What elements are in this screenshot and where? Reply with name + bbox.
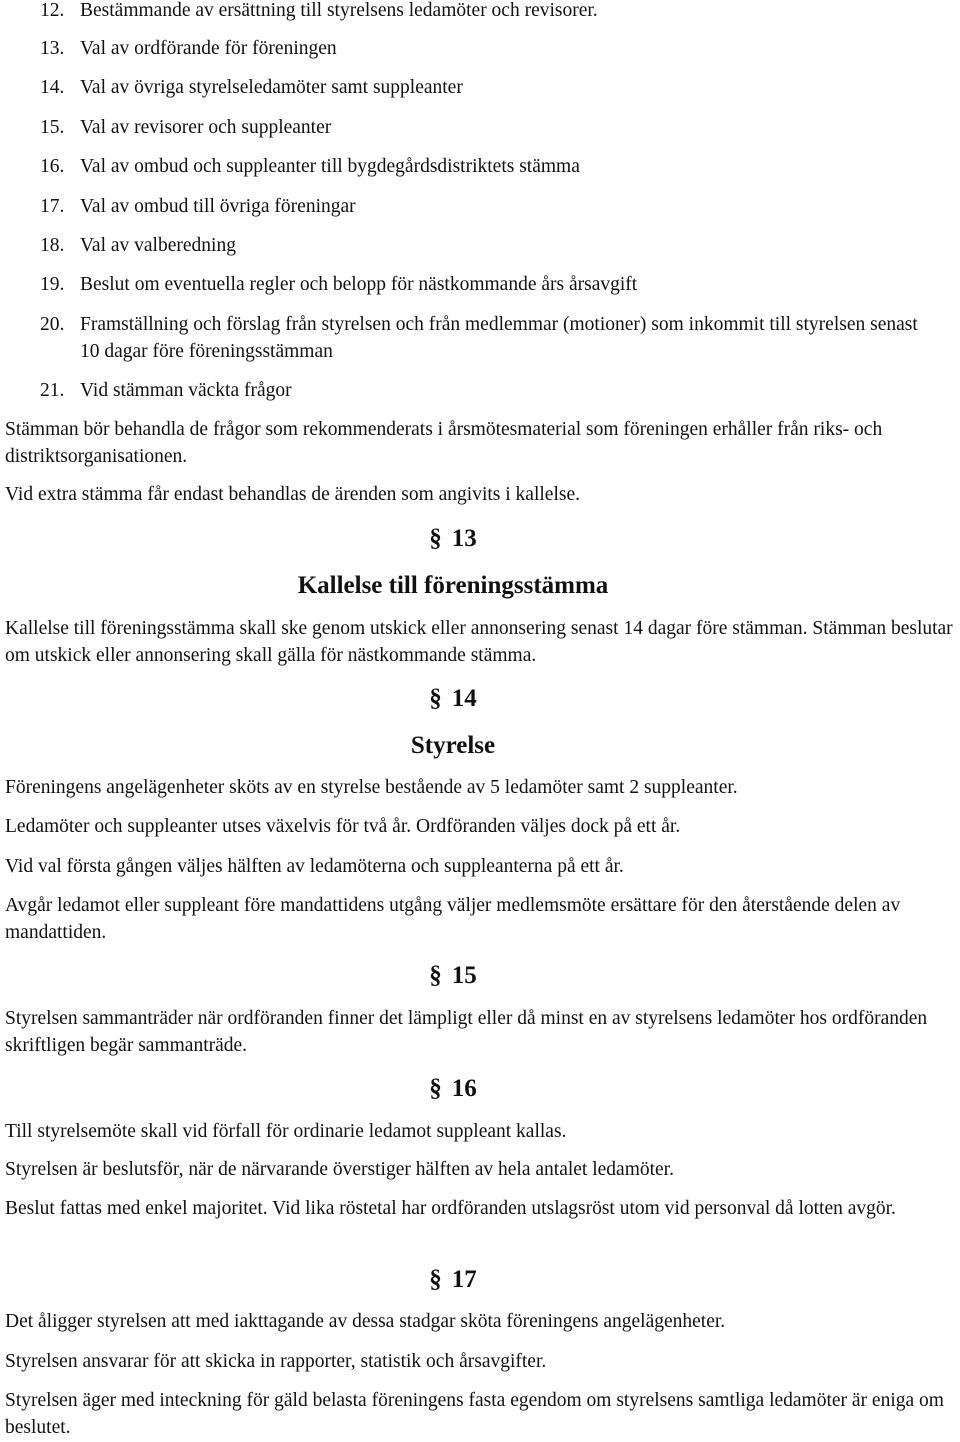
- paragraph: Till styrelsemöte skall vid förfall för ordinarie ledamot suppleant kallas.: [5, 1121, 567, 1142]
- paragraph: Styrelsen ansvarar för att skicka in rapporter, statistik och årsavgifter.: [5, 1351, 547, 1372]
- section-sign: §: [429, 1266, 442, 1293]
- list-number: 16.: [40, 156, 65, 177]
- paragraph: Styrelsen äger med inteckning för gäld belasta föreningens fasta egendom om styrelsens samtliga ledamöter är eniga om beslutet.: [5, 1390, 944, 1438]
- section-heading: [0, 524, 933, 554]
- list-number: 20.: [40, 314, 65, 335]
- paragraph: Kallelse till föreningsstämma skall ske genom utskick eller annonsering senast 14 dagar före stämman. Stämman beslutar om utskick eller annonsering skall gälla för nästkommande stämma.: [5, 618, 953, 666]
- list-item: [40, 74, 940, 101]
- list-text: Val av valberedning: [80, 235, 236, 256]
- section-number: 17: [451, 1266, 477, 1293]
- section-heading: [0, 961, 933, 991]
- list-number: 21.: [40, 380, 65, 401]
- section-title: Kallelse till föreningsstämma: [297, 572, 609, 599]
- paragraph: Styrelsen är beslutsför, när de närvarande överstiger hälften av hela antalet ledamöter.: [5, 1159, 674, 1180]
- list-item: [40, 193, 940, 220]
- list-text: Val av ombud till övriga föreningar: [80, 196, 356, 217]
- list-number: 18.: [40, 235, 65, 256]
- list-number: 17.: [40, 196, 65, 217]
- list-number: 15.: [40, 117, 65, 138]
- list-item: [40, 114, 940, 141]
- list-item: [40, 271, 940, 298]
- section-sign: §: [429, 685, 442, 712]
- paragraph: Beslut fattas med enkel majoritet. Vid lika röstetal har ordföranden utslagsröst utom vid personval då lotten avgör.: [5, 1198, 896, 1219]
- list-number: 13.: [40, 38, 65, 59]
- paragraph: Det åligger styrelsen att med iakttagande av dessa stadgar sköta föreningens angelägenheter.: [5, 1311, 726, 1332]
- list-item: [40, 311, 940, 365]
- list-text: Val av ombud och suppleanter till bygdegårdsdistriktets stämma: [80, 156, 580, 177]
- section-heading: [0, 1074, 933, 1104]
- list-number: 19.: [40, 274, 65, 295]
- paragraph: Styrelsen sammanträder när ordföranden finner det lämpligt eller då minst en av styrelsens ledamöter hos ordföranden skriftligen begär sammanträde.: [5, 1008, 928, 1056]
- section-number: 16: [451, 1075, 477, 1102]
- paragraph: Vid val första gången väljes hälften av ledamöterna och suppleanterna på ett år.: [5, 856, 624, 877]
- list-number: 14.: [40, 77, 65, 98]
- list-item: [40, 377, 940, 404]
- list-text: Val av ordförande för föreningen: [80, 38, 337, 59]
- section-title: Styrelse: [410, 732, 496, 759]
- paragraph: Avgår ledamot eller suppleant före mandattidens utgång väljer medlemsmöte ersättare för den återstående delen av mandattiden.: [5, 895, 901, 943]
- list-item: [40, 232, 940, 259]
- paragraph: Föreningens angelägenheter sköts av en styrelse bestående av 5 ledamöter samt 2 suppleanter.: [5, 777, 738, 798]
- section-heading: [0, 1265, 933, 1295]
- paragraph: Ledamöter och suppleanter utses växelvis för två år. Ordföranden väljes dock på ett år.: [5, 816, 681, 837]
- section-number: 14: [451, 685, 477, 712]
- list-number: 12.: [40, 0, 65, 21]
- paragraph: Stämman bör behandla de frågor som rekommenderats i årsmötesmaterial som föreningen erhåller från riks- och distriktsorganisationen.: [5, 419, 883, 467]
- section-sign: §: [429, 962, 442, 989]
- paragraph: Vid extra stämma får endast behandlas de ärenden som angivits i kallelse.: [5, 484, 580, 505]
- section-sign: §: [429, 1075, 442, 1102]
- list-text: Vid stämman väckta frågor: [80, 380, 292, 401]
- section-heading: [0, 684, 933, 714]
- list-item: [40, 35, 940, 62]
- section-number: 13: [451, 525, 477, 552]
- list-item: [40, 0, 940, 24]
- list-text: Val av revisorer och suppleanter: [80, 117, 332, 138]
- section-number: 15: [451, 962, 477, 989]
- section-sign: §: [429, 525, 442, 552]
- list-text: Framställning och förslag från styrelsen och från medlemmar (motioner) som inkommit till styrelsen senast 10 dagar före föreningsstämman: [80, 314, 918, 362]
- list-text: Beslut om eventuella regler och belopp för nästkommande års årsavgift: [80, 274, 638, 295]
- list-text: Bestämmande av ersättning till styrelsens ledamöter och revisorer.: [80, 0, 598, 21]
- list-item: [40, 153, 940, 180]
- list-text: Val av övriga styrelseledamöter samt suppleanter: [80, 77, 463, 98]
